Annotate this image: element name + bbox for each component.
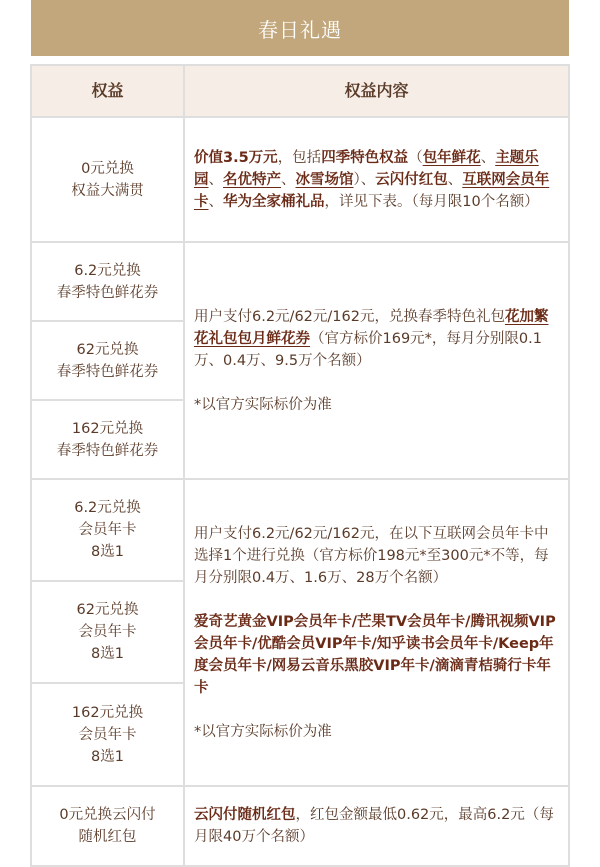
redpacket-title: 云闪付随机红包 — [194, 807, 296, 823]
benefit-label: 会员年卡 — [78, 522, 137, 538]
link-theme-park[interactable]: 主题乐园 — [194, 149, 539, 188]
benefit-label: 春季特色鲜花券 — [56, 284, 159, 301]
benefit-cell-flower-6-2 — [31, 242, 184, 321]
content-text: ，详见下表。（每月限10个名额） — [324, 193, 539, 210]
benefit-cell-flower-62 — [31, 321, 184, 400]
content-text: 、 — [208, 171, 223, 188]
benefit-label: 6.2元兑换 — [74, 500, 141, 516]
benefit-label: 0元兑换云闪付 — [59, 807, 156, 823]
benefit-label: 162元兑换 — [71, 704, 144, 721]
benefits-table — [30, 64, 570, 867]
link-flower-package[interactable]: 花加繁花礼包包月鲜花券 — [194, 308, 549, 347]
benefit-content-flower — [184, 242, 569, 479]
membership-list: 爱奇艺黄金VIP会员年卡/芒果TV会员年卡/腾讯视频VIP会员年卡/优酷会员VIP年卡/知乎读书会员年卡/Keep年度会员年卡/网易云音乐黑胶VIP年卡/滴滴青桔骑行卡年卡 — [194, 613, 556, 696]
redpacket-text: 云闪付红包 — [375, 171, 448, 188]
header-content: 权益内容 — [184, 65, 569, 117]
content-text: 用户支付6.2元/62元/162元，在以下互联网会员年卡中选择1个进行兑换（官方标价198元*至300元*不等，每月分别限0.4万、1.6万、28万个名额） — [194, 525, 549, 586]
content-text: ，红包金额最低0.62元，最高6.2元（每月限40万个名额） — [194, 807, 554, 845]
benefit-cell-member-62 — [31, 581, 184, 683]
header-benefit: 权益 — [31, 65, 184, 117]
benefit-label: 权益大满贯 — [71, 182, 144, 199]
benefit-label: 0元兑换 — [81, 160, 134, 177]
price-note: *以官方实际标价为准 — [194, 396, 332, 413]
content-text: 用户支付6.2元/62元/162元，兑换春季特色礼包 — [194, 308, 505, 325]
value-text: 价值3.5万元 — [194, 149, 278, 166]
link-annual-flowers[interactable]: 包年鲜花 — [422, 149, 481, 166]
table-row — [31, 117, 569, 242]
price-note: *以官方实际标价为准 — [194, 723, 332, 740]
table-row — [31, 242, 569, 321]
benefit-label: 春季特色鲜花券 — [56, 363, 159, 380]
link-ice-snow-venue[interactable]: 冰雪场馆 — [295, 171, 354, 188]
benefit-cell-flower-162 — [31, 400, 184, 479]
content-text: 、 — [208, 193, 223, 210]
benefit-label: 春季特色鲜花券 — [56, 442, 159, 459]
link-local-specialties[interactable]: 名优特产 — [223, 171, 281, 188]
benefit-label: 6.2元兑换 — [74, 262, 141, 279]
content-text: ）、 — [353, 171, 376, 188]
link-membership-card[interactable]: 互联网会员年卡 — [194, 171, 550, 210]
table-row — [31, 479, 569, 581]
benefit-label: 62元兑换 — [76, 602, 139, 618]
benefit-label: 8选1 — [91, 748, 124, 765]
seasonal-benefit-text: 四季特色权益 — [321, 149, 409, 166]
benefit-content-grand — [184, 117, 569, 242]
content-text: 、 — [480, 149, 496, 166]
benefit-label: 8选1 — [91, 646, 124, 662]
benefit-label: 会员年卡 — [78, 624, 137, 640]
banner-title: 春日礼遇 — [258, 17, 342, 42]
benefit-label: 随机红包 — [78, 829, 137, 845]
benefit-label: 62元兑换 — [76, 341, 139, 358]
benefit-cell-member-162 — [31, 683, 184, 786]
benefit-label: 162元兑换 — [71, 420, 144, 437]
huawei-gift-text: 华为全家桶礼品 — [223, 193, 325, 210]
content-text: （官方标价169元*，每月分别限0.1万、0.4万、9.5万个名额） — [194, 330, 542, 369]
benefit-content-member — [184, 479, 569, 786]
content-text: （ — [408, 149, 423, 166]
content-text: 、 — [281, 171, 296, 188]
benefit-label: 8选1 — [91, 544, 124, 560]
benefit-cell-grand — [31, 117, 184, 242]
benefit-cell-redpacket — [31, 786, 184, 866]
benefit-content-redpacket — [184, 786, 569, 866]
table-row — [31, 786, 569, 866]
table-header-row — [31, 65, 569, 117]
benefit-cell-member-6-2 — [31, 479, 184, 581]
benefit-label: 会员年卡 — [78, 726, 137, 743]
content-text: 、 — [447, 171, 463, 188]
section-banner — [31, 0, 569, 56]
content-text: ，包括 — [277, 149, 322, 166]
